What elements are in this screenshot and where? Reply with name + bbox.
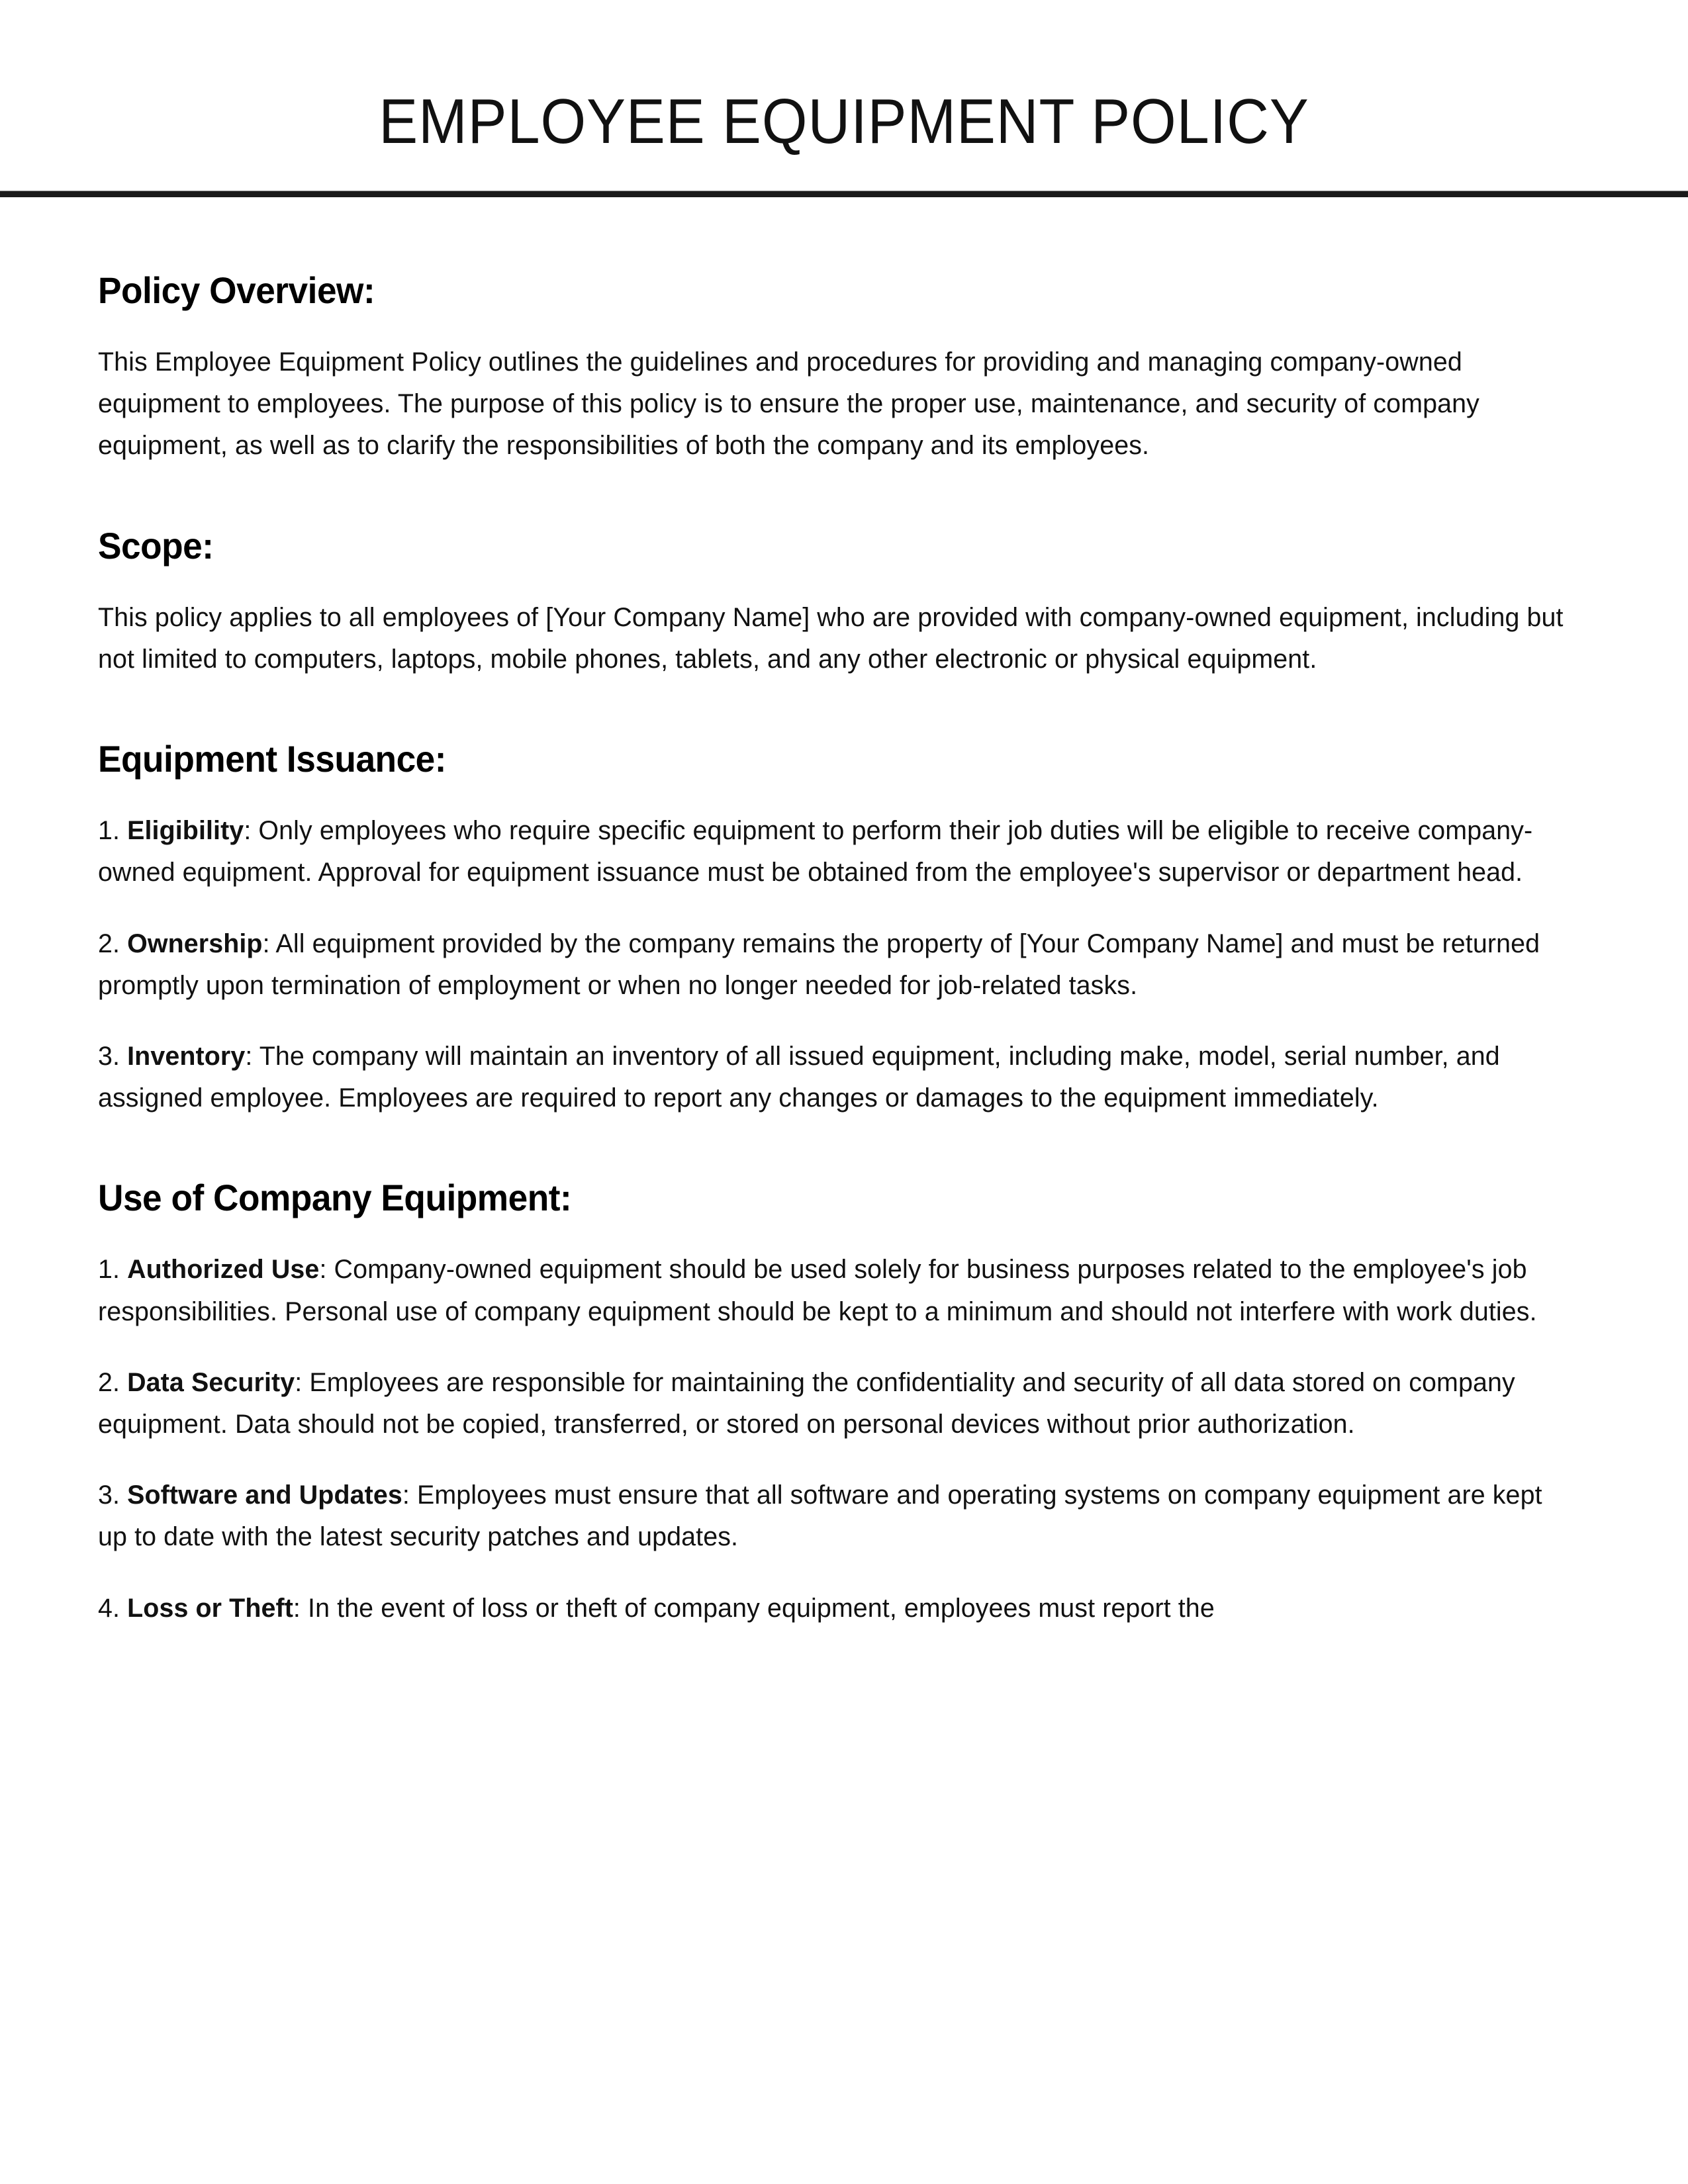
policy-paragraph	[98, 341, 1568, 467]
policy-paragraph	[98, 597, 1568, 680]
policy-section	[98, 1119, 1590, 1629]
policy-section	[98, 680, 1590, 1119]
policy-section	[98, 197, 1590, 467]
item-text: This policy applies to all employees of [Your Company Name] who are provided with company-owned equipment, including but not limited to computers, laptops, mobile phones, tablets, and any other electronic or physical equipment.	[98, 602, 1564, 674]
item-label: Authorized Use	[127, 1255, 320, 1285]
item-label: Eligibility	[127, 816, 244, 846]
item-number: 2.	[98, 929, 128, 958]
numbered-policy-item	[98, 1362, 1568, 1445]
item-text: : Employees must ensure that all software and operating systems on company equipment are kept up to date with the latest security patches and updates.	[98, 1480, 1542, 1552]
policy-section	[98, 467, 1590, 680]
item-text: : Only employees who require specific equipment to perform their job duties will be eligible to receive company-owned equipment. Approval for equipment issuance must be obtained from the employee's supervisor or department head.	[98, 816, 1533, 887]
section-heading: Policy Overview:	[98, 269, 375, 311]
paragraph-spacer	[98, 1333, 1590, 1362]
item-number: 1.	[98, 1255, 128, 1285]
section-heading: Use of Company Equipment:	[98, 1177, 572, 1219]
section-heading: Equipment Issuance:	[98, 738, 447, 780]
item-number: 3.	[98, 1041, 128, 1071]
section-spacer	[98, 197, 1590, 269]
item-number: 1.	[98, 816, 128, 846]
item-text: : In the event of loss or theft of company equipment, employees must report the	[293, 1593, 1215, 1623]
header-divider	[0, 191, 1688, 197]
item-number: 4.	[98, 1593, 128, 1623]
numbered-policy-item	[98, 1588, 1568, 1629]
document-header	[0, 0, 1688, 157]
paragraph-spacer	[98, 1445, 1590, 1475]
document-body	[0, 197, 1688, 1629]
section-spacer	[98, 1119, 1590, 1176]
paragraph-spacer	[98, 894, 1590, 923]
page-title: EMPLOYEE EQUIPMENT POLICY	[379, 86, 1309, 157]
numbered-policy-item	[98, 1036, 1568, 1119]
item-label: Software and Updates	[127, 1480, 402, 1510]
item-number: 2.	[98, 1367, 128, 1397]
item-text: : Company-owned equipment should be used solely for business purposes related to the employee's job responsibilities. Personal use of company equipment should be kept to a minimum and should not interfere with work duties.	[98, 1255, 1537, 1326]
heading-body-spacer	[98, 312, 1590, 341]
item-text: This Employee Equipment Policy outlines the guidelines and procedures for providing and managing company-owned equipment to employees. The purpose of this policy is to ensure the proper use, maintenance, and security of company equipment, as well as to clarify the responsibilities of both the company and its employees.	[98, 347, 1479, 461]
section-heading: Scope:	[98, 524, 214, 567]
heading-body-spacer	[98, 568, 1590, 597]
item-label: Inventory	[127, 1041, 246, 1071]
paragraph-spacer	[98, 1007, 1590, 1036]
item-text: : Employees are responsible for maintaining the confidentiality and security of all data stored on company equipment. Data should not be copied, transferred, or stored on personal devices without prior authorization.	[98, 1367, 1515, 1439]
item-label: Ownership	[127, 929, 263, 958]
item-text: : All equipment provided by the company remains the property of [Your Company Name] and must be returned promptly upon termination of employment or when no longer needed for job-related tasks.	[98, 929, 1540, 1000]
section-list	[98, 197, 1590, 1629]
numbered-policy-item	[98, 1249, 1568, 1332]
heading-body-spacer	[98, 1220, 1590, 1249]
item-text: : The company will maintain an inventory of all issued equipment, including make, model, serial number, and assigned employee. Employees are required to report any changes or damages to the equipment immediately.	[98, 1041, 1500, 1113]
numbered-policy-item	[98, 1475, 1568, 1558]
numbered-policy-item	[98, 923, 1568, 1007]
section-spacer	[98, 680, 1590, 737]
section-spacer	[98, 467, 1590, 524]
item-label: Data Security	[127, 1367, 295, 1397]
item-label: Loss or Theft	[127, 1593, 293, 1623]
item-number: 3.	[98, 1480, 128, 1510]
paragraph-spacer	[98, 1559, 1590, 1588]
numbered-policy-item	[98, 810, 1568, 893]
heading-body-spacer	[98, 781, 1590, 810]
